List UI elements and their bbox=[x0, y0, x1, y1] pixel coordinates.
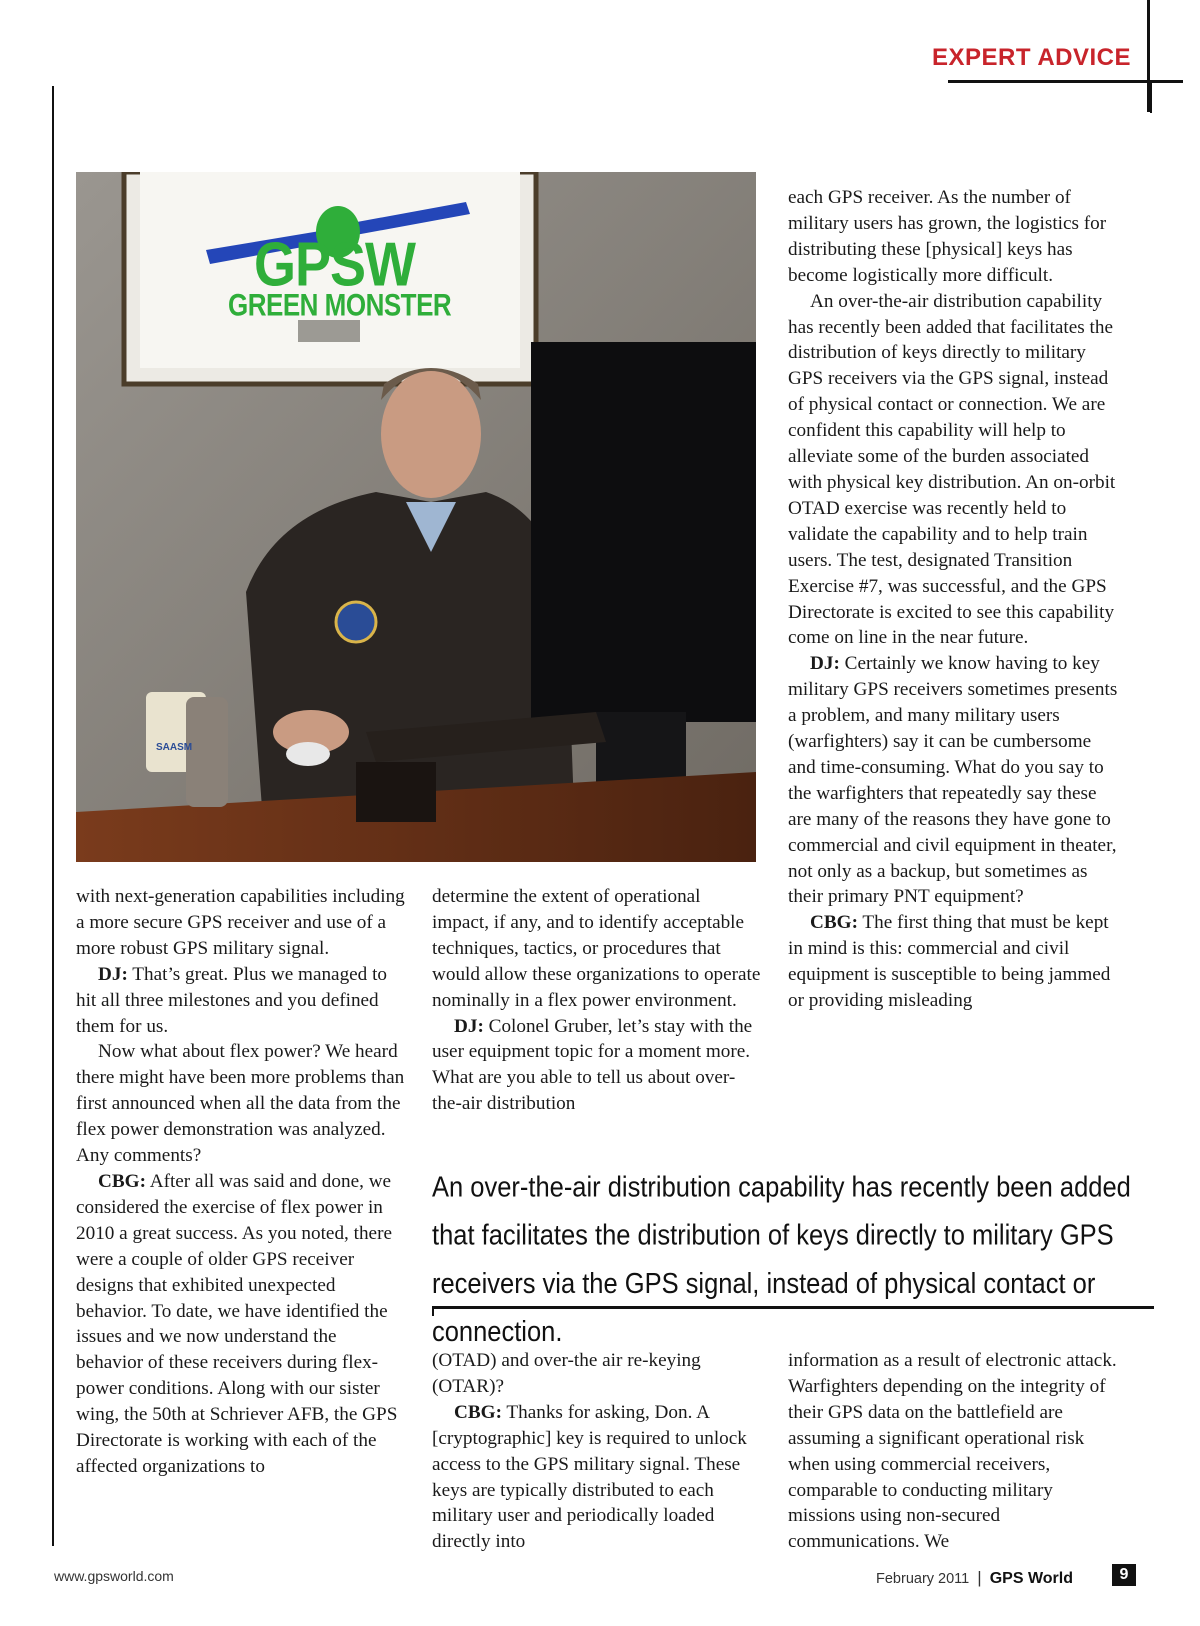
col3-paragraph-3 bbox=[788, 651, 1118, 910]
col2-paragraph-1: determine the extent of operational impact, if any, and to identify acceptable techniques, tactics, or procedures that would allow these organizations to operate nominally in a flex power environment. bbox=[432, 886, 761, 1011]
speaker-label: DJ: bbox=[98, 963, 128, 985]
pull-quote: An over-the-air distribution capability has recently been added that facilitates the distribution of keys directly to military GPS receivers via the GPS signal, instead of physical contact or connection. bbox=[432, 1171, 1131, 1348]
speaker-label: CBG: bbox=[810, 912, 858, 934]
photo-illustration bbox=[76, 172, 756, 862]
footer-url: www.gpsworld.com bbox=[54, 1568, 174, 1584]
header-rule-vertical-short bbox=[1150, 83, 1152, 113]
poster-subtitle: GREEN MONSTER bbox=[228, 286, 452, 323]
col3b-paragraph-1: information as a result of electronic attack. Warfighters depending on the integrity of their GPS data on the battlefield are assuming a significant operational risk when using commercial receivers, comparable to conducting military missions using non-secured communications. We bbox=[788, 1350, 1117, 1553]
col1-paragraph-4-text: After all was said and done, we considered the exercise of flex power in 2010 a great success. As you noted, there were a couple of older GPS receiver designs that exhibited unexpected behavior. To date, we have identified the issues and we now understand the behavior of these receivers during flex-power conditions. Along with our sister wing, the 50th at Schriever AFB, the GPS Directorate is working with each of the affected organizations to bbox=[76, 1170, 398, 1477]
col3-paragraph-4 bbox=[788, 910, 1118, 1014]
col3-paragraph-1: each GPS receiver. As the number of military users has grown, the logistics for distributing these [physical] keys has become logistically more difficult. bbox=[788, 187, 1107, 286]
footer-date: February 2011 bbox=[876, 1571, 970, 1587]
col1-paragraph-1: with next-generation capabilities including a more secure GPS receiver and use of a more robust GPS military signal. bbox=[76, 886, 405, 959]
col2-paragraph-2-text: Colonel Gruber, let’s stay with the user equipment topic for a moment more. What are you able to tell us about over-the-air distribution bbox=[432, 1015, 753, 1115]
footer-issue bbox=[876, 1568, 1073, 1588]
col1-paragraph-2-text: That’s great. Plus we managed to hit all three milestones and you defined them for us. bbox=[76, 963, 387, 1037]
col2b-paragraph-2 bbox=[432, 1400, 762, 1555]
column-3-top bbox=[788, 185, 1118, 1014]
speaker-label: DJ: bbox=[810, 653, 840, 675]
section-label: EXPERT ADVICE bbox=[932, 44, 1131, 71]
col1-paragraph-2 bbox=[76, 962, 406, 1040]
col1-paragraph-3: Now what about flex power? We heard there might have been more problems than first announced when all the data from the flex power demonstration was analyzed. Any comments? bbox=[76, 1041, 405, 1167]
poster-title: GPSW bbox=[254, 230, 416, 300]
header-rule-horizontal bbox=[948, 80, 1183, 83]
col3-paragraph-2: An over-the-air distribution capability has recently been added that facilitates the distribution of keys directly to military GPS receivers via the GPS signal, instead of physical contact or connection. We are confident this capability will help to alleviate some of the burden associated with physical key distribution. An on-orbit OTAD exercise was recently held to validate the capability and to help train users. The test, designated Transition Exercise #7, was successful, and the GPS Directorate is excited to see this capability come on line in the near future. bbox=[788, 290, 1116, 649]
col3-paragraph-4-text: The first thing that must be kept in mind is this: commercial and civil equipment is susceptible to being jammed or providing misleading bbox=[788, 912, 1111, 1012]
column-3-bottom bbox=[788, 1348, 1118, 1555]
article-photo bbox=[76, 172, 756, 862]
footer-separator: | bbox=[977, 1568, 982, 1587]
mug-label: SAASM bbox=[156, 742, 193, 753]
speaker-label: DJ: bbox=[454, 1015, 484, 1037]
col2b-paragraph-2-text: Thanks for asking, Don. A [cryptographic] key is required to unlock access to the GPS military signal. These keys are typically distributed to each military user and periodically loaded directly into bbox=[432, 1401, 747, 1553]
column-2-bottom bbox=[432, 1348, 762, 1555]
col3-paragraph-3-text: Certainly we know having to key military GPS receivers sometimes presents a problem, and many military users (warfighters) say it can be cumbersome and time-consuming. What do you say to the warfighters that repeatedly say these are many of the reasons they have gone to commercial and civil equipment in theater, not only as a backup, but sometimes as their primary PNT equipment? bbox=[788, 653, 1118, 908]
left-margin-rule bbox=[52, 86, 54, 1546]
col2-paragraph-2 bbox=[432, 1014, 762, 1118]
column-1 bbox=[76, 884, 406, 1480]
col2b-paragraph-1: (OTAD) and over-the air re-keying (OTAR)? bbox=[432, 1350, 701, 1397]
col1-paragraph-4 bbox=[76, 1169, 406, 1480]
footer-magazine: GPS World bbox=[989, 1570, 1073, 1587]
column-2-top bbox=[432, 884, 762, 1117]
speaker-label: CBG: bbox=[454, 1401, 502, 1423]
page-number: 9 bbox=[1112, 1564, 1136, 1586]
speaker-label: CBG: bbox=[98, 1170, 146, 1192]
